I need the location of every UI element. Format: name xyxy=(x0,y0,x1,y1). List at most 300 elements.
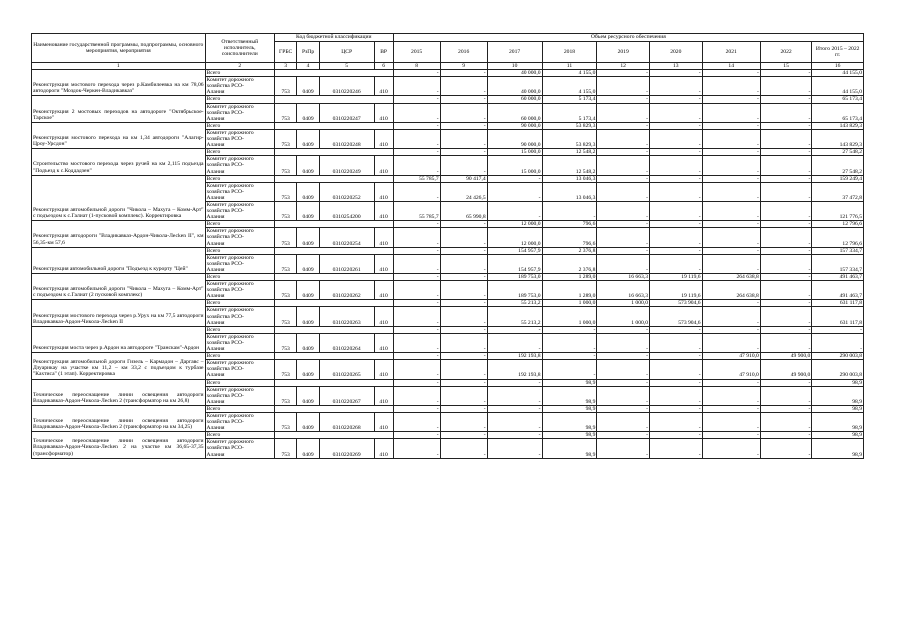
value-cell: - xyxy=(702,201,760,220)
value-cell: 98,9 xyxy=(542,405,597,412)
value-cell: 98,9 xyxy=(812,432,864,439)
value-cell: - xyxy=(393,274,440,281)
value-cell: 55 213,2 xyxy=(487,300,542,307)
responsible-line: Алания xyxy=(206,398,225,405)
value-cell: - xyxy=(597,333,650,352)
value-cell: - xyxy=(487,386,542,405)
value-cell: 47 910,0 xyxy=(702,353,760,360)
responsible-executor xyxy=(205,129,274,148)
value-cell: - xyxy=(649,228,702,247)
value-cell: - xyxy=(440,96,487,103)
value-cell: - xyxy=(393,360,440,379)
header-total: Итого 2015 – 2022 гг. xyxy=(812,42,864,63)
value-cell: - xyxy=(393,77,440,96)
label-total: Всего xyxy=(205,405,274,412)
header-year: 2018 xyxy=(542,42,597,63)
value-cell: 12 796,6 xyxy=(812,221,864,228)
value-cell: - xyxy=(597,221,650,228)
program-name: Реконструкция мостового перехода через р.Уруx на км 77,5 автодороги Владикавказ-Ардон-Чикола-Лесken II xyxy=(32,300,206,326)
budget-code-cell: 753 xyxy=(274,129,296,148)
value-cell: - xyxy=(760,182,812,201)
budget-code-cell: 410 xyxy=(374,439,393,458)
value-cell: 157 334,7 xyxy=(812,247,864,254)
value-cell: - xyxy=(760,70,812,77)
value-cell: - xyxy=(702,96,760,103)
responsible-line: Алания xyxy=(206,425,225,432)
value-cell: 90 000,0 xyxy=(487,122,542,129)
code-blank xyxy=(274,353,393,360)
value-cell: - xyxy=(760,96,812,103)
table-row-total xyxy=(32,70,864,77)
value-cell: - xyxy=(649,247,702,254)
value-cell: - xyxy=(760,333,812,352)
value-cell: 98,9 xyxy=(812,405,864,412)
responsible-line: Алания xyxy=(206,214,225,221)
responsible-line: Комитет дорожного xyxy=(206,201,254,208)
responsible-executor xyxy=(205,254,274,273)
value-cell: - xyxy=(393,182,440,201)
value-cell: - xyxy=(597,326,650,333)
budget-code-cell: 753 xyxy=(274,360,296,379)
program-name: Техническое переоснащение линии освещения автодороги Владикавказ-Ардон-Чикола-Лесken 2 (трансформатор на км 34,25) xyxy=(32,405,206,431)
value-cell: - xyxy=(702,103,760,122)
value-cell: - xyxy=(649,405,702,412)
value-cell: - xyxy=(542,353,597,360)
value-cell: - xyxy=(440,122,487,129)
budget-code-cell: 753 xyxy=(274,307,296,326)
column-numbers-row xyxy=(32,63,864,70)
code-blank xyxy=(274,274,393,281)
value-cell: - xyxy=(760,156,812,175)
responsible-line: Комитет дорожного xyxy=(206,156,254,163)
budget-code-cell: 0409 xyxy=(297,254,319,273)
value-cell: - xyxy=(702,129,760,148)
responsible-line: хозяйства РСО- xyxy=(206,366,244,373)
value-cell: - xyxy=(487,333,542,352)
value-cell: 98,9 xyxy=(812,439,864,458)
value-cell: 98,9 xyxy=(812,379,864,386)
value-cell: - xyxy=(702,70,760,77)
column-number: 15 xyxy=(760,63,812,70)
value-cell: - xyxy=(760,386,812,405)
budget-code-cell: 0310220252 xyxy=(319,182,374,201)
value-cell: - xyxy=(649,77,702,96)
value-cell: - xyxy=(597,182,650,201)
budget-code-cell: 410 xyxy=(374,307,393,326)
responsible-line: Алания xyxy=(206,266,225,273)
label-total: Всего xyxy=(205,353,274,360)
value-cell: 2 376,8 xyxy=(542,247,597,254)
responsible-line: хозяйства РСО- xyxy=(206,208,244,215)
value-cell: - xyxy=(597,70,650,77)
value-cell: - xyxy=(393,326,440,333)
budget-code-cell: 0409 xyxy=(297,129,319,148)
budget-code-cell: 410 xyxy=(374,228,393,247)
responsible-line: хозяйства РСО- xyxy=(206,162,244,169)
value-cell: 264 638,8 xyxy=(702,274,760,281)
value-cell: - xyxy=(487,201,542,220)
value-cell: 27 548,2 xyxy=(812,156,864,175)
column-number: 14 xyxy=(702,63,760,70)
label-total: Всего xyxy=(205,300,274,307)
value-cell: 55 213,2 xyxy=(487,307,542,326)
program-name: Реконструкция 2 мостовых переходов на автодороге "Октябрьское-Тарское" xyxy=(32,96,206,122)
value-cell: - xyxy=(440,156,487,175)
label-total: Всего xyxy=(205,379,274,386)
value-cell: 4 155,0 xyxy=(542,77,597,96)
program-name: Реконструкция моста через р.Ардон на автодороге "Транскам"-Ардон xyxy=(32,326,206,352)
value-cell: 631 117,8 xyxy=(812,307,864,326)
code-blank xyxy=(274,326,393,333)
responsible-line: Алания xyxy=(206,293,225,300)
value-cell: - xyxy=(760,439,812,458)
value-cell: 1 000,0 xyxy=(597,307,650,326)
code-blank xyxy=(274,247,393,254)
value-cell: 40 000,0 xyxy=(487,77,542,96)
value-cell: - xyxy=(760,405,812,412)
header-csr: ЦСР xyxy=(319,42,374,63)
value-cell: 2 376,8 xyxy=(542,254,597,273)
value-cell: - xyxy=(597,360,650,379)
value-cell: - xyxy=(440,228,487,247)
value-cell: 44 155,0 xyxy=(812,77,864,96)
value-cell: - xyxy=(487,379,542,386)
responsible-line: Комитет дорожного xyxy=(206,77,254,84)
value-cell: 98,9 xyxy=(542,412,597,431)
value-cell: - xyxy=(649,201,702,220)
responsible-line: хозяйства РСО- xyxy=(206,234,244,241)
value-cell: - xyxy=(597,379,650,386)
value-cell: - xyxy=(760,300,812,307)
value-cell: - xyxy=(649,122,702,129)
value-cell: - xyxy=(702,326,760,333)
column-number: 11 xyxy=(542,63,597,70)
budget-code-cell: 0409 xyxy=(297,156,319,175)
value-cell: - xyxy=(597,353,650,360)
value-cell: - xyxy=(649,432,702,439)
value-cell: - xyxy=(393,439,440,458)
value-cell: - xyxy=(440,326,487,333)
value-cell: - xyxy=(597,156,650,175)
header-responsible: Ответственный исполнитель, соисполнители xyxy=(205,34,274,63)
value-cell: 65 173,4 xyxy=(812,96,864,103)
responsible-line: Комитет дорожного xyxy=(206,307,254,314)
budget-code-cell: 0310220268 xyxy=(319,412,374,431)
responsible-line: Комитет дорожного xyxy=(206,439,254,446)
value-cell: - xyxy=(760,254,812,273)
responsible-executor xyxy=(205,77,274,96)
responsible-executor xyxy=(205,228,274,247)
value-cell: - xyxy=(649,412,702,431)
budget-code-cell: 0310220263 xyxy=(319,307,374,326)
value-cell: - xyxy=(393,412,440,431)
budget-code-cell: 753 xyxy=(274,412,296,431)
budget-code-cell: 0409 xyxy=(297,182,319,201)
responsible-line: Комитет дорожного xyxy=(206,228,254,235)
header-year: 2017 xyxy=(487,42,542,63)
responsible-line: Алания xyxy=(206,142,225,149)
value-cell: 4 155,0 xyxy=(542,70,597,77)
budget-code-cell: 410 xyxy=(374,156,393,175)
responsible-executor xyxy=(205,156,274,175)
value-cell: - xyxy=(440,77,487,96)
value-cell: - xyxy=(649,360,702,379)
value-cell: - xyxy=(812,326,864,333)
budget-code-cell: 753 xyxy=(274,182,296,201)
value-cell: - xyxy=(393,432,440,439)
value-cell: - xyxy=(649,221,702,228)
table-row-total xyxy=(32,175,864,182)
table-row-total xyxy=(32,379,864,386)
value-cell: - xyxy=(702,379,760,386)
value-cell: 98,9 xyxy=(542,439,597,458)
value-cell: 13 046,3 xyxy=(542,175,597,182)
value-cell: - xyxy=(440,405,487,412)
value-cell: 264 638,8 xyxy=(702,281,760,300)
budget-code-cell: 0310220269 xyxy=(319,439,374,458)
value-cell: - xyxy=(649,129,702,148)
value-cell: - xyxy=(597,247,650,254)
table-row-total xyxy=(32,122,864,129)
code-blank xyxy=(274,175,393,182)
table-row-total xyxy=(32,353,864,360)
value-cell: 121 776,5 xyxy=(812,201,864,220)
value-cell: 16 663,3 xyxy=(597,281,650,300)
responsible-executor xyxy=(205,201,274,220)
value-cell: - xyxy=(440,247,487,254)
responsible-executor xyxy=(205,182,274,201)
value-cell: 98,9 xyxy=(542,432,597,439)
value-cell: 796,6 xyxy=(542,228,597,247)
table-row-total xyxy=(32,221,864,228)
value-cell: - xyxy=(702,182,760,201)
value-cell: - xyxy=(440,300,487,307)
responsible-line: Комитет дорожного xyxy=(206,129,254,136)
responsible-line: Алания xyxy=(206,346,225,353)
value-cell: - xyxy=(760,274,812,281)
value-cell: - xyxy=(440,412,487,431)
value-cell: - xyxy=(702,405,760,412)
value-cell: - xyxy=(597,103,650,122)
value-cell: - xyxy=(597,439,650,458)
budget-code-cell: 410 xyxy=(374,201,393,220)
value-cell: 143 829,3 xyxy=(812,129,864,148)
value-cell: - xyxy=(760,247,812,254)
value-cell: - xyxy=(702,149,760,156)
budget-code-cell: 0310220264 xyxy=(319,333,374,352)
label-total: Всего xyxy=(205,247,274,254)
responsible-line: Комитет дорожного xyxy=(206,281,254,288)
value-cell: 189 753,0 xyxy=(487,274,542,281)
budget-code-cell: 753 xyxy=(274,439,296,458)
value-cell: - xyxy=(649,96,702,103)
responsible-executor xyxy=(205,103,274,122)
budget-code-cell: 753 xyxy=(274,281,296,300)
value-cell: - xyxy=(649,379,702,386)
budget-code-cell: 0310220246 xyxy=(319,77,374,96)
value-cell: - xyxy=(393,300,440,307)
responsible-line: Алания xyxy=(206,168,225,175)
budget-code-cell: 0310220262 xyxy=(319,281,374,300)
value-cell: 796,6 xyxy=(542,221,597,228)
column-number: 6 xyxy=(374,63,393,70)
value-cell: - xyxy=(440,274,487,281)
responsible-executor xyxy=(205,307,274,326)
value-cell: 90 417,4 xyxy=(440,175,487,182)
responsible-line: Алания xyxy=(206,451,225,458)
value-cell: - xyxy=(487,439,542,458)
table-row-total xyxy=(32,326,864,333)
value-cell: 1 000,0 xyxy=(542,307,597,326)
value-cell: - xyxy=(649,182,702,201)
value-cell: - xyxy=(760,175,812,182)
budget-code-cell: 753 xyxy=(274,77,296,96)
value-cell: - xyxy=(440,439,487,458)
value-cell: 13 046,3 xyxy=(542,182,597,201)
responsible-line: хозяйства РСО- xyxy=(206,109,244,116)
value-cell: - xyxy=(597,175,650,182)
value-cell: 49 900,0 xyxy=(760,360,812,379)
column-number: 5 xyxy=(319,63,374,70)
budget-code-cell: 753 xyxy=(274,103,296,122)
resource-table xyxy=(31,33,864,459)
budget-code-cell: 0310220265 xyxy=(319,360,374,379)
value-cell: 1 000,0 xyxy=(542,300,597,307)
header-year: 2015 xyxy=(393,42,440,63)
responsible-executor xyxy=(205,333,274,352)
value-cell: 65 173,4 xyxy=(812,103,864,122)
responsible-line: Алания xyxy=(206,115,225,122)
value-cell: - xyxy=(649,254,702,273)
column-number: 4 xyxy=(297,63,319,70)
value-cell: - xyxy=(597,254,650,273)
value-cell: - xyxy=(440,221,487,228)
column-number: 8 xyxy=(393,63,440,70)
value-cell: - xyxy=(487,405,542,412)
label-total: Всего xyxy=(205,149,274,156)
value-cell: - xyxy=(649,156,702,175)
value-cell: 5 173,4 xyxy=(542,96,597,103)
value-cell: - xyxy=(393,307,440,326)
value-cell: - xyxy=(542,333,597,352)
value-cell: - xyxy=(760,122,812,129)
table-row-total xyxy=(32,96,864,103)
value-cell: - xyxy=(597,129,650,148)
table-row-total xyxy=(32,149,864,156)
budget-code-cell: 0409 xyxy=(297,386,319,405)
value-cell: - xyxy=(393,103,440,122)
value-cell: - xyxy=(597,386,650,405)
column-number: 12 xyxy=(597,63,650,70)
label-total: Всего xyxy=(205,326,274,333)
table-row-total xyxy=(32,247,864,254)
value-cell: - xyxy=(487,182,542,201)
budget-code-cell: 410 xyxy=(374,103,393,122)
responsible-line: хозяйства РСО- xyxy=(206,419,244,426)
value-cell: 189 753,0 xyxy=(487,281,542,300)
value-cell: - xyxy=(393,247,440,254)
value-cell: - xyxy=(649,103,702,122)
code-blank xyxy=(274,221,393,228)
value-cell: 98,9 xyxy=(542,379,597,386)
budget-code-cell: 0409 xyxy=(297,360,319,379)
value-cell: - xyxy=(649,353,702,360)
value-cell: 19 119,6 xyxy=(649,281,702,300)
value-cell: 143 829,3 xyxy=(812,122,864,129)
value-cell: - xyxy=(760,201,812,220)
value-cell: - xyxy=(760,149,812,156)
value-cell: 19 119,6 xyxy=(649,274,702,281)
program-name: Реконструкция автомобильной дороги Гизель – Кармадон – Даргавс – Дзуарикау на участке км 11,2 – км 33,2 с подъездом к турбазе "Кахтиса" (1 этап). Корректировка xyxy=(32,353,206,379)
budget-code-cell: 0409 xyxy=(297,307,319,326)
program-name: Реконструкция мостового перехода на км 1,34 автодороги "Алагир-Цроу-Урсдон" xyxy=(32,122,206,148)
value-cell: 15 000,0 xyxy=(487,149,542,156)
responsible-line: хозяйства РСО- xyxy=(206,287,244,294)
value-cell: - xyxy=(702,221,760,228)
responsible-line: Алания xyxy=(206,319,225,326)
value-cell: - xyxy=(760,379,812,386)
value-cell: 24 426,5 xyxy=(440,182,487,201)
code-blank xyxy=(274,300,393,307)
header-year: 2016 xyxy=(440,42,487,63)
responsible-line: Комитет дорожного xyxy=(206,103,254,110)
value-cell: - xyxy=(760,77,812,96)
value-cell: 1 289,0 xyxy=(542,281,597,300)
budget-code-cell: 0310220267 xyxy=(319,386,374,405)
value-cell: 55 785,7 xyxy=(393,175,440,182)
budget-code-cell: 0409 xyxy=(297,439,319,458)
value-cell: - xyxy=(760,221,812,228)
column-number: 16 xyxy=(812,63,864,70)
label-total: Всего xyxy=(205,96,274,103)
responsible-executor xyxy=(205,281,274,300)
value-cell: 157 334,7 xyxy=(812,254,864,273)
value-cell: - xyxy=(702,228,760,247)
value-cell: - xyxy=(597,412,650,431)
header-resource: Объем ресурсного обеспечения xyxy=(393,34,863,42)
value-cell: - xyxy=(440,432,487,439)
responsible-executor xyxy=(205,360,274,379)
value-cell: - xyxy=(487,432,542,439)
budget-code-cell: 753 xyxy=(274,156,296,175)
value-cell: 12 548,2 xyxy=(542,149,597,156)
responsible-line: хозяйства РСО- xyxy=(206,313,244,320)
value-cell: - xyxy=(487,175,542,182)
responsible-line: хозяйства РСО- xyxy=(206,136,244,143)
value-cell: - xyxy=(702,300,760,307)
budget-code-cell: 0409 xyxy=(297,333,319,352)
value-cell: 12 000,0 xyxy=(487,228,542,247)
table-row-total xyxy=(32,300,864,307)
program-name: Реконструкция автомобильной дороги "Чикола – Махуга – Комм-Арт" с подъездом к с.Галиат (1-пусковой комплекс). Корректировка xyxy=(32,175,206,221)
code-blank xyxy=(274,405,393,412)
value-cell: - xyxy=(597,432,650,439)
value-cell: - xyxy=(393,386,440,405)
value-cell: 573 904,6 xyxy=(649,300,702,307)
value-cell: - xyxy=(542,326,597,333)
budget-code-cell: 753 xyxy=(274,254,296,273)
header-year: 2022 xyxy=(760,42,812,63)
value-cell: - xyxy=(760,326,812,333)
program-name: Реконструкция мостового перехода через р.Камбилеевка на км 78,06 автодороги "Моздок-Черкен-Владикавказ" xyxy=(32,70,206,96)
value-cell: - xyxy=(393,353,440,360)
label-total: Всего xyxy=(205,274,274,281)
value-cell: 192 193,8 xyxy=(487,353,542,360)
responsible-line: Комитет дорожного xyxy=(206,360,254,367)
value-cell: 65 990,8 xyxy=(440,201,487,220)
value-cell: - xyxy=(597,405,650,412)
value-cell: - xyxy=(393,96,440,103)
